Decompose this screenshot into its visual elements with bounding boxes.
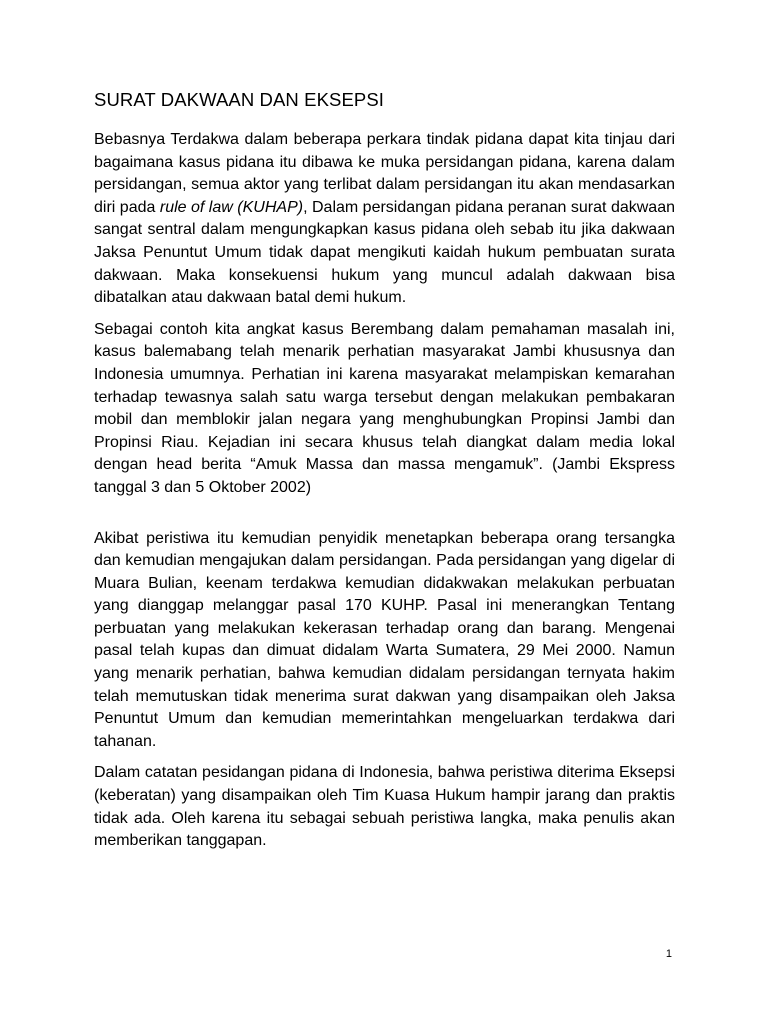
page-number: 1 [665, 948, 672, 960]
paragraph-3 [94, 528, 675, 754]
paragraph-1-italic-term: rule of law (KUHAP) [159, 198, 304, 216]
paragraph-4 [94, 762, 675, 852]
paragraph-2 [94, 319, 675, 500]
document-title: SURAT DAKWAAN DAN EKSEPSI [94, 89, 384, 110]
paragraph-1-text-continued: , Dalam persidangan pidana peranan surat dakwaan sangat sentral dalam mengungkapkan kasus pidana oleh sebab itu jika dakwaan Jaksa Penuntut Umum tidak dapat mengikuti kaidah hukum pembuatan surata dakwaan. Maka konsekuensi hukum yang muncul adalah dakwaan bisa dibatalkan atau dakwaan batal demi hukum. [94, 198, 675, 307]
paragraph-2-text: Sebagai contoh kita angkat kasus Berembang dalam pemahaman masalah ini, kasus balemabang telah menarik perhatian masyarakat Jambi khususnya dan Indonesia umumnya. Perhatian ini karena masyarakat melampiskan kemarahan terhadap tewasnya salah satu warga tersebut dengan melakukan pembakaran mobil dan memblokir jalan negara yang menghubungkan Propinsi Jambi dan Propinsi Riau. Kejadian ini secara khusus telah diangkat dalam media lokal dengan head berita “Amuk Massa dan massa mengamuk”. (Jambi Ekspress tanggal 3 dan 5 Oktober 2002) [94, 320, 675, 496]
paragraph-1-text: Bebasnya Terdakwa dalam beberapa perkara tindak pidana dapat kita tinjau dari bagaimana kasus pidana itu dibawa ke muka persidangan pidana, karena dalam persidangan, semua aktor yang terlibat dalam persidangan itu akan mendasarkan diri pada [94, 131, 675, 216]
paragraph-1 [94, 129, 675, 310]
document-body [94, 88, 675, 862]
paragraph-4-text: Dalam catatan pesidangan pidana di Indonesia, bahwa peristiwa diterima Eksepsi (keberatan) yang disampaikan oleh Tim Kuasa Hukum hampir jarang dan praktis tidak ada. Oleh karena itu sebagai sebuah peristiwa langka, maka penulis akan memberikan tanggapan. [94, 764, 675, 850]
paragraph-3-text: Akibat peristiwa itu kemudian penyidik menetapkan beberapa orang tersangka dan kemudian mengajukan dalam persidangan. Pada persidangan yang digelar di Muara Bulian, keenam terdakwa kemudian didakwakan melakukan perbuatan yang dianggap melanggar pasal 170 KUHP. Pasal ini menerangkan Tentang perbuatan yang melakukan kekerasan terhadap orang dan barang. Mengenai pasal telah kupas dan dimuat didalam Warta Sumatera, 29 Mei 2000. Namun yang menarik perhatian, bahwa kemudian didalam persidangan ternyata hakim telah memutuskan tidak menerima surat dakwan yang disampaikan oleh Jaksa Penuntut Umum dan kemudian memerintahkan mengeluarkan terdakwa dari tahanan. [94, 529, 675, 750]
